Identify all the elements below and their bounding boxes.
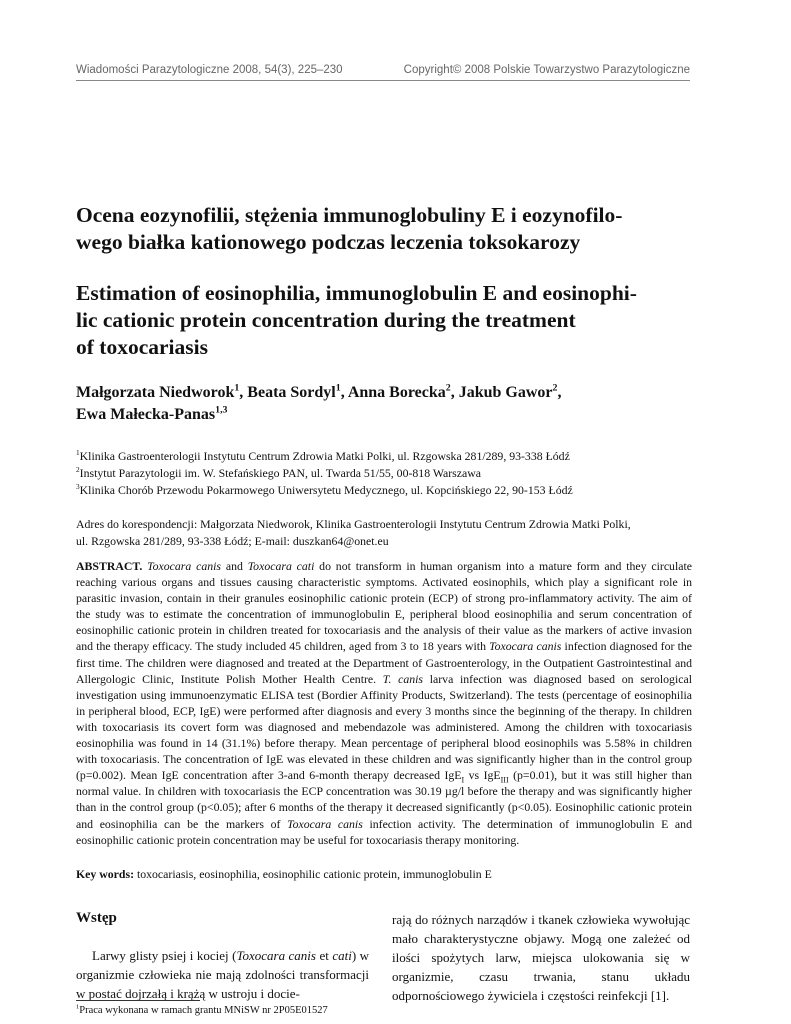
author-list: [76, 382, 696, 426]
footnote-rule: [76, 1000, 200, 1001]
author-affil-mark: 1: [234, 382, 240, 394]
copyright-notice: Copyright© 2008 Polskie Towarzystwo Parazytologiczne: [403, 64, 690, 76]
title-english: [76, 280, 696, 361]
subscript: I: [461, 775, 465, 785]
affiliation-text: Instytut Parazytologii im. W. Stefańskiego PAN, ul. Twarda 51/55, 00-818 Warszawa: [79, 466, 482, 480]
species-name: cati: [332, 948, 352, 963]
species-name: Toxocara canis: [147, 559, 222, 573]
section-heading-intro: Wstęp: [76, 910, 117, 926]
body-text: et: [315, 948, 333, 963]
journal-citation: Wiadomości Parazytologiczne 2008, 54(3), 225–230: [76, 64, 343, 76]
footnote-text: Praca wykonana w ramach grantu MNiSW nr 2P05E01527: [79, 1005, 328, 1016]
species-name: T. canis: [382, 671, 424, 686]
species-name: Toxocara canis: [287, 816, 363, 831]
abstract: [76, 558, 692, 848]
header-rule: [76, 80, 690, 81]
affiliation-item: [76, 448, 696, 465]
intro-paragraph-left: [76, 946, 369, 1003]
affiliation-text: Klinika Gastroenterologii Instytutu Centrum Zdrowia Matki Polki, ul. Rzgowska 281/289, 93-338 Łódź: [79, 449, 570, 463]
title-polish-line-2: wego białka kationowego podczas leczenia toksokarozy: [76, 230, 581, 254]
abstract-text: do not transform in human organism into a mature form and they circulate reaching various organs and tissues causing characteristic symptoms. Activated eosinophils, which play a significant role in parasitic invasion, contain in their granules eosinophilic cationic protein (ECP) of strong pro-inflammatory activity. The aim of the study was to estimate the concentration of immunoglobulin E, peripheral blood eosinophilia and serum concentration of eosinophilic cationic protein in children treated for toxocariasis and the analysis of their value as the markers of active invasion and the therapy efficacy. The study included 45 children, aged from 3 to 18 years with: [76, 559, 692, 654]
correspondence-line-2: ul. Rzgowska 281/289, 93-338 Łódź; E-mail: duszkan64@onet.eu: [76, 534, 389, 548]
author-name: Ewa Małecka-Panas: [76, 406, 216, 423]
subscript: III: [500, 775, 509, 785]
correspondence-line-1: Adres do korespondencji: Małgorzata Niedworok, Klinika Gastroenterologii Instytutu Centrum Zdrowia Matki Polki,: [76, 517, 631, 531]
abstract-text: vs IgE: [464, 768, 501, 783]
keywords: [76, 866, 692, 883]
title-polish-line-1: Ocena eozynofilii, stężenia immunoglobuliny E i eozynofilo-: [76, 203, 623, 227]
author-separator: ,: [557, 384, 562, 401]
body-text: Larwy glisty psiej i kociej (: [92, 948, 237, 963]
abstract-label: ABSTRACT.: [76, 559, 143, 573]
species-name: Toxocara canis: [236, 948, 316, 963]
affiliation-item: [76, 482, 696, 499]
abstract-text: (p=0.01), but it was still higher than normal value. In children with toxocariasis the ECP concentration was 30.19 µg/l before the therapy and was significantly higher than in the control group (p<0.05); after 6 months of the therapy it decreased significantly (p<0.05). Eosinophilic cationic protein and eosinophilia can be the markers of: [76, 768, 692, 831]
keywords-text: toxocariasis, eosinophilia, eosinophilic cationic protein, immunoglobulin E: [134, 867, 492, 881]
author-affil-mark: 2: [445, 382, 451, 394]
body-text: ) w organizmie człowieka nie mają zdolności transformacji w postać dojrzałą i krążą w ustroju i docie-: [76, 948, 369, 1001]
correspondence-address: [76, 516, 696, 550]
author-name: , Anna Borecka: [340, 384, 446, 401]
affiliation-number: 3: [76, 482, 80, 492]
keywords-label: Key words:: [76, 867, 134, 881]
author-name: , Jakub Gawor: [450, 384, 553, 401]
title-english-line-3: of toxocariasis: [76, 335, 208, 359]
title-english-line-2: lic cationic protein concentration during the treatment: [76, 308, 576, 332]
affiliation-text: Klinika Chorób Przewodu Pokarmowego Uniwersytetu Medycznego, ul. Kopcińskiego 22, 90-153 Łódź: [79, 483, 573, 497]
affiliations: [76, 448, 696, 499]
species-name: Toxocara cati: [247, 559, 315, 573]
author-affil-mark: 1: [335, 382, 341, 394]
abstract-text: infection activity. The determination of immunoglobulin E and eosinophilic cationic protein concentration may be useful for toxocariasis therapy monitoring.: [76, 816, 692, 847]
intro-paragraph-right: rają do różnych narządów i tkanek człowieka wywołując mało charakterystyczne objawy. Mogą one zależeć od ilości spożytych larw, miejsca ulokowania się w organizmie, czasu trwania, stanu układu odpornościowego żywiciela i częstości reinfekcji [1].: [392, 912, 690, 1003]
affiliation-item: [76, 465, 696, 482]
author-affil-mark: 1,3: [215, 404, 228, 416]
species-name: Toxocara canis: [489, 639, 562, 654]
abstract-text: and: [221, 559, 248, 573]
footnote-number: 1: [76, 1003, 80, 1011]
title-english-line-1: Estimation of eosinophilia, immunoglobulin E and eosinophi-: [76, 281, 637, 305]
title-polish: [76, 202, 696, 256]
footnote: [76, 1005, 328, 1016]
affiliation-number: 1: [76, 448, 80, 458]
abstract-text: infection diagnosed for the first time. The children were diagnosed and treated at the Department of Gastroenterology, in the Outpatient Gastrointestinal and Allergologic Clinic, Institute Polish Mother Health Centre.: [76, 639, 692, 686]
author-name: , Beata Sordyl: [239, 384, 336, 401]
author-name: Małgorzata Niedworok: [76, 384, 235, 401]
abstract-text: larva infection was diagnosed based on serological investigation using immunoenzymatic ELISA test (Bordier Affinity Products, Switzerland). The tests (percentage of eosinophilia in peripheral blood, ECP, IgE) were performed after diagnosis and every 3 months since the beginning of the therapy. In children with toxocariasis its covert form was diagnosed and mebendazole was administered. Among the children with toxocariasis eosinophilia was found in 14 (31.1%) before therapy. Mean percentage of peripheral blood eosinophils was 5.58% in children with toxocariasis. The concentration of IgE was elevated in these children and was significantly higher than in the control group (p=0.002). Mean IgE concentration after 3-and 6-month therapy decreased IgE: [76, 671, 692, 783]
author-affil-mark: 2: [552, 382, 558, 394]
running-header: [76, 64, 690, 84]
affiliation-number: 2: [76, 465, 80, 475]
